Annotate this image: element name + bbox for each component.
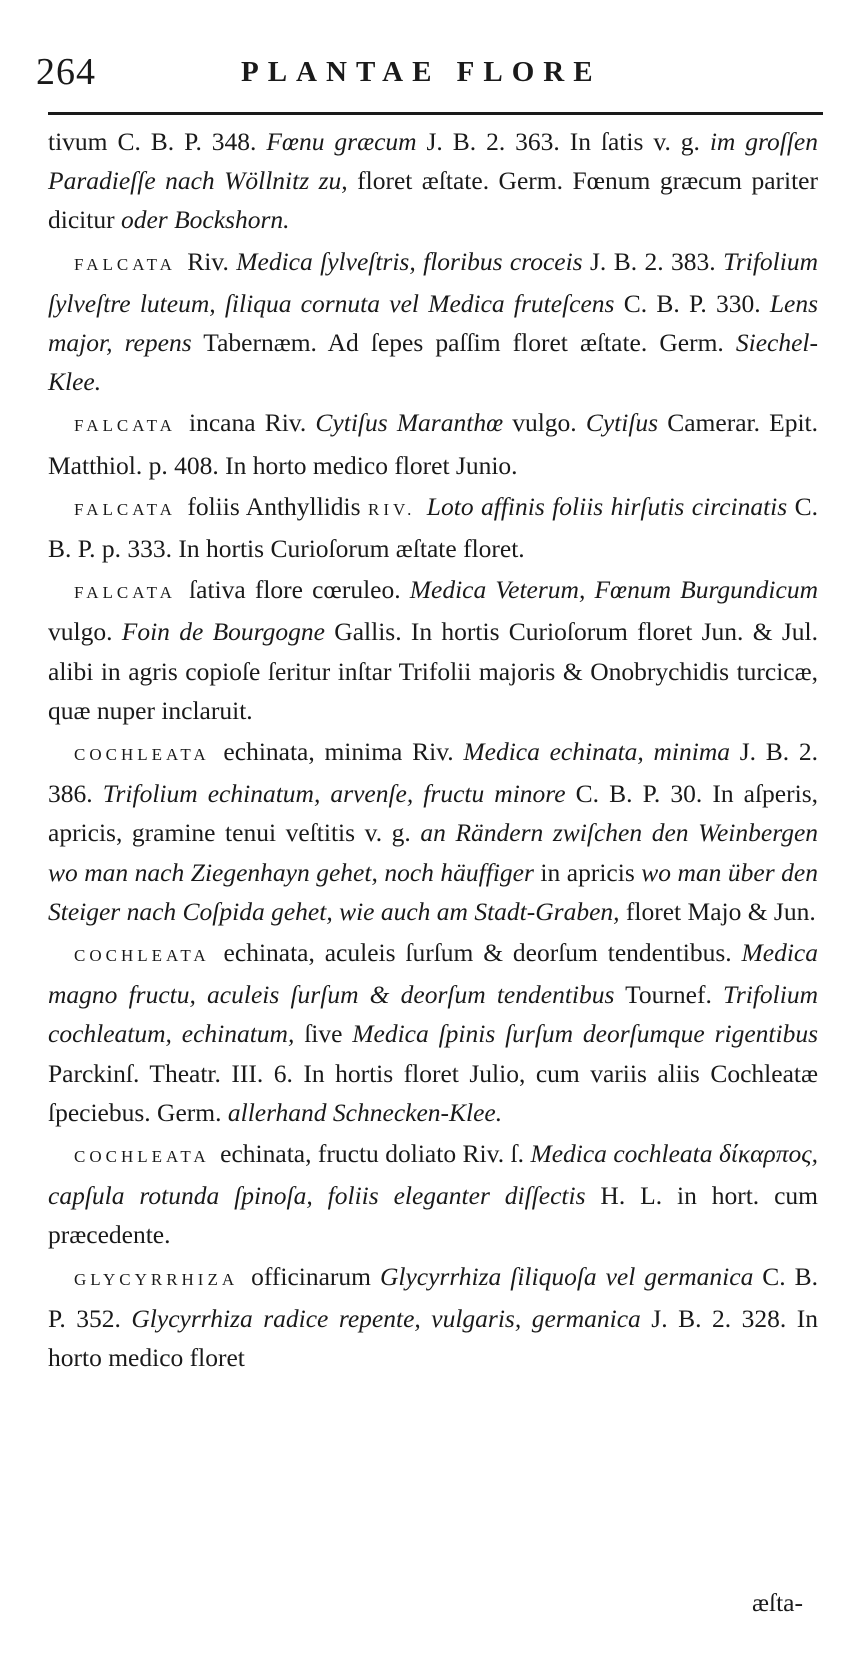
entry-paragraph — [48, 1257, 818, 1378]
small-caps-heading: FALCATA — [74, 583, 176, 603]
italic-text: Medica magno fructu, aculeis ſurſum & deorſum tendentibus — [48, 938, 818, 1010]
catchword: æſta- — [752, 1588, 803, 1617]
body-text: incana Riv. — [179, 408, 316, 438]
entry-paragraph — [48, 403, 818, 484]
body-text — [419, 492, 426, 521]
body-text: vulgo. — [48, 617, 122, 647]
body-text: officinarum — [242, 1261, 380, 1291]
entry-paragraph — [48, 732, 818, 931]
page-header — [36, 50, 826, 100]
page-body — [48, 122, 818, 1379]
body-text: C. B. P. 30. In aſperis, apricis, gramine tenui veſtitis v. g. — [48, 779, 818, 848]
italic-text: oder Bockshorn. — [120, 205, 290, 235]
body-text: ſativa flore cœruleo. — [179, 575, 410, 605]
body-text: J. B. 2. 363. In ſatis v. g. — [416, 127, 710, 156]
body-text: Camerar. Epit. Matthiol. p. 408. In horto medico floret Junio. — [48, 408, 818, 480]
body-text: Riv. — [179, 246, 237, 276]
italic-text: Siechel-Klee. — [48, 328, 819, 397]
body-text: C. B. P. p. 333. In hortis Curioſorum æſtate floret. — [48, 491, 818, 564]
italic-text: Medica ſpinis ſurſum deorſumque rigentibus — [352, 1019, 818, 1049]
italic-text: Loto affinis foliis hirſutis circinatis — [426, 491, 788, 521]
body-text: J. B. 2. 386. — [48, 737, 818, 809]
entry-paragraph — [48, 1134, 818, 1255]
body-text: ſive — [294, 1019, 353, 1049]
body-text: foliis Anthyllidis — [179, 491, 368, 521]
italic-text: Trifolium ſylveſtre luteum, ſiliqua cornuta vel Medica fruteſcens — [48, 246, 819, 318]
body-text: echinata, aculeis ſurſum & deorſum tendentibus. — [213, 938, 742, 968]
body-text: in apricis — [533, 857, 642, 887]
continued-paragraph — [48, 122, 818, 240]
small-caps-heading: COCHLEATA — [74, 745, 210, 765]
italic-text: Trifolium cochleatum, echinatum, — [48, 980, 818, 1049]
small-caps-heading: RIV. — [368, 499, 416, 519]
italic-text: Cytiſus Maranthœ — [315, 408, 504, 438]
italic-text: Foin de Bourgogne — [121, 617, 325, 647]
running-title: PLANTAE FLORE — [241, 56, 602, 88]
italic-text: Glycyrrhiza ſiliquoſa vel germanica — [379, 1261, 754, 1291]
small-caps-heading: FALCATA — [74, 254, 176, 274]
body-text: J. B. 2. 383. — [582, 246, 724, 276]
italic-text: im groſſen Paradieſſe nach Wöllnitz zu, — [48, 127, 819, 196]
body-text: Parckinſ. Theatr. III. 6. In hortis floret Julio, cum variis aliis Cochleatæ ſpeciebus. Germ. — [48, 1058, 818, 1127]
body-text: J. B. 2. 328. In horto medico floret — [48, 1303, 818, 1373]
small-caps-heading: COCHLEATA — [74, 946, 210, 966]
italic-text: allerhand Schnecken-Klee. — [227, 1097, 503, 1127]
body-text: floret æſtate. Germ. Fœnum græcum pariter dicitur — [48, 166, 818, 235]
italic-text: Medica Veterum, Fœnum Burgundicum — [409, 575, 818, 605]
entry-paragraph — [48, 570, 818, 730]
entry-paragraph — [48, 242, 818, 402]
entry-paragraph — [48, 487, 818, 568]
italic-text: wo man über den Steiger nach Coſpida gehet, wie auch am Stadt-Graben, — [48, 857, 819, 926]
body-text: echinata, fructu doliato Riv. ſ. — [213, 1139, 531, 1169]
body-text: C. B. P. 352. — [48, 1261, 818, 1333]
italic-text: Medica cochleata δίκαρπος, capſula rotunda ſpinoſa, foliis eleganter diſſectis — [48, 1139, 818, 1211]
italic-text: Medica echinata, minima — [463, 737, 731, 767]
body-text: Tabernæm. Ad ſepes paſſim floret æſtate. Germ. — [191, 328, 736, 358]
body-text: Gallis. In hortis Curioſorum floret Jun. & Jul. alibi in agris copioſe ſeritur inſtar Trifolii majoris & Onobrychidis turcicæ, quæ nuper inclaruit. — [48, 617, 818, 725]
italic-text: an Rändern zwiſchen den Weinbergen wo man nach Ziegenhayn gehet, noch häuffiger — [48, 818, 819, 887]
body-text: tivum C. B. P. 348. — [48, 127, 267, 156]
body-text: H. L. in hort. cum præcedente. — [48, 1181, 818, 1250]
italic-text: Fœnu græcum — [266, 127, 417, 156]
body-text: floret Majo & Jun. — [619, 896, 816, 926]
italic-text: Medica ſylveſtris, floribus croceis — [236, 246, 583, 276]
italic-text: Glycyrrhiza radice repente, vulgaris, germanica — [131, 1303, 641, 1333]
header-rule — [48, 112, 823, 115]
italic-text: Cytiſus — [585, 408, 659, 438]
body-text: Tournef. — [614, 980, 724, 1010]
page-number: 264 — [36, 51, 96, 93]
body-text: echinata, minima Riv. — [213, 737, 464, 767]
small-caps-heading: GLYCYRRHIZA — [74, 1269, 239, 1289]
small-caps-heading: FALCATA — [74, 499, 176, 519]
italic-text: Lens major, repens — [48, 288, 819, 358]
italic-text: Trifolium echinatum, arvenſe, fructu minore — [102, 779, 566, 809]
small-caps-heading: FALCATA — [74, 416, 176, 436]
body-text: vulgo. — [503, 408, 586, 438]
body-text: C. B. P. 330. — [614, 288, 770, 318]
small-caps-heading: COCHLEATA — [74, 1147, 210, 1167]
entry-paragraph — [48, 933, 818, 1132]
